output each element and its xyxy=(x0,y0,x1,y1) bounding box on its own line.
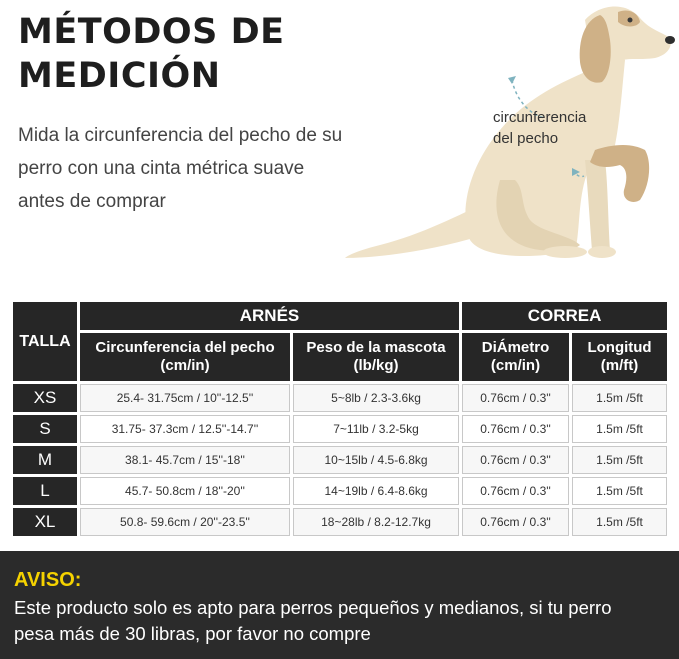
chest-cell: 50.8- 59.6cm / 20''-23.5'' xyxy=(80,508,290,536)
dog-front-paw xyxy=(588,246,616,258)
chest-circumference-label xyxy=(493,107,613,149)
page-title xyxy=(18,10,348,98)
leash-group-header: CORREA xyxy=(462,302,667,330)
chest-cell: 31.75- 37.3cm / 12.5''-14.7'' xyxy=(80,415,290,443)
chest-cell: 38.1- 45.7cm / 15''-18'' xyxy=(80,446,290,474)
harness-group-header: ARNÉS xyxy=(80,302,459,330)
notice-line-1: Este producto solo es apto para perros pequeños y medianos, si tu perro xyxy=(14,597,612,618)
table-row xyxy=(13,415,667,443)
dog-hind-paw xyxy=(543,246,587,258)
diameter-cell: 0.76cm / 0.3'' xyxy=(462,508,569,536)
page-title-line-2: MEDICIÓN xyxy=(18,56,221,96)
chest-label-line-2: del pecho xyxy=(493,130,559,147)
intro-line-2: perro con una cinta métrica suave xyxy=(18,158,305,179)
dog-eye xyxy=(628,18,633,23)
length-cell: 1.5m /5ft xyxy=(572,446,667,474)
size-column-header: TALLA xyxy=(13,302,77,381)
weight-cell: 14~19lb / 6.4-8.6kg xyxy=(293,477,459,505)
table-row xyxy=(13,477,667,505)
diameter-cell: 0.76cm / 0.3'' xyxy=(462,415,569,443)
chest-label-line-1: circunferencia xyxy=(493,109,587,126)
tape-arrow-top xyxy=(508,76,516,84)
length-cell: 1.5m /5ft xyxy=(572,508,667,536)
table-row xyxy=(13,384,667,412)
weight-cell: 10~15lb / 4.5-6.8kg xyxy=(293,446,459,474)
dog-front-leg xyxy=(585,160,610,250)
size-cell: L xyxy=(13,477,77,505)
size-cell: S xyxy=(13,415,77,443)
size-cell: XS xyxy=(13,384,77,412)
notice-line-2: pesa más de 30 libras, por favor no compre xyxy=(14,623,371,644)
chest-cell: 45.7- 50.8cm / 18''-20'' xyxy=(80,477,290,505)
length-cell: 1.5m /5ft xyxy=(572,477,667,505)
diameter-cell: 0.76cm / 0.3'' xyxy=(462,446,569,474)
weight-cell: 18~28lb / 8.2-12.7kg xyxy=(293,508,459,536)
dog-ear xyxy=(580,15,611,83)
size-cell: M xyxy=(13,446,77,474)
notice-banner xyxy=(0,551,679,659)
length-cell: 1.5m /5ft xyxy=(572,384,667,412)
dog-nose xyxy=(665,36,675,44)
table-row xyxy=(13,508,667,536)
diameter-column-header: DiÁmetro (cm/in) xyxy=(462,333,569,381)
weight-cell: 7~11lb / 3.2-5kg xyxy=(293,415,459,443)
weight-cell: 5~8lb / 2.3-3.6kg xyxy=(293,384,459,412)
notice-title: AVISO: xyxy=(14,569,82,591)
diameter-cell: 0.76cm / 0.3'' xyxy=(462,384,569,412)
diameter-cell: 0.76cm / 0.3'' xyxy=(462,477,569,505)
table-row xyxy=(13,446,667,474)
page-title-line-1: MÉTODOS DE xyxy=(18,12,285,52)
intro-text xyxy=(18,119,368,218)
chest-column-header: Circunferencia del pecho (cm/in) xyxy=(80,333,290,381)
size-table xyxy=(10,299,670,539)
intro-line-1: Mida la circunferencia del pecho de su xyxy=(18,125,343,146)
length-column-header: Longitud (m/ft) xyxy=(572,333,667,381)
weight-column-header: Peso de la mascota (lb/kg) xyxy=(293,333,459,381)
chest-cell: 25.4- 31.75cm / 10''-12.5'' xyxy=(80,384,290,412)
intro-line-3: antes de comprar xyxy=(18,191,166,212)
size-cell: XL xyxy=(13,508,77,536)
length-cell: 1.5m /5ft xyxy=(572,415,667,443)
notice-text xyxy=(14,595,679,647)
